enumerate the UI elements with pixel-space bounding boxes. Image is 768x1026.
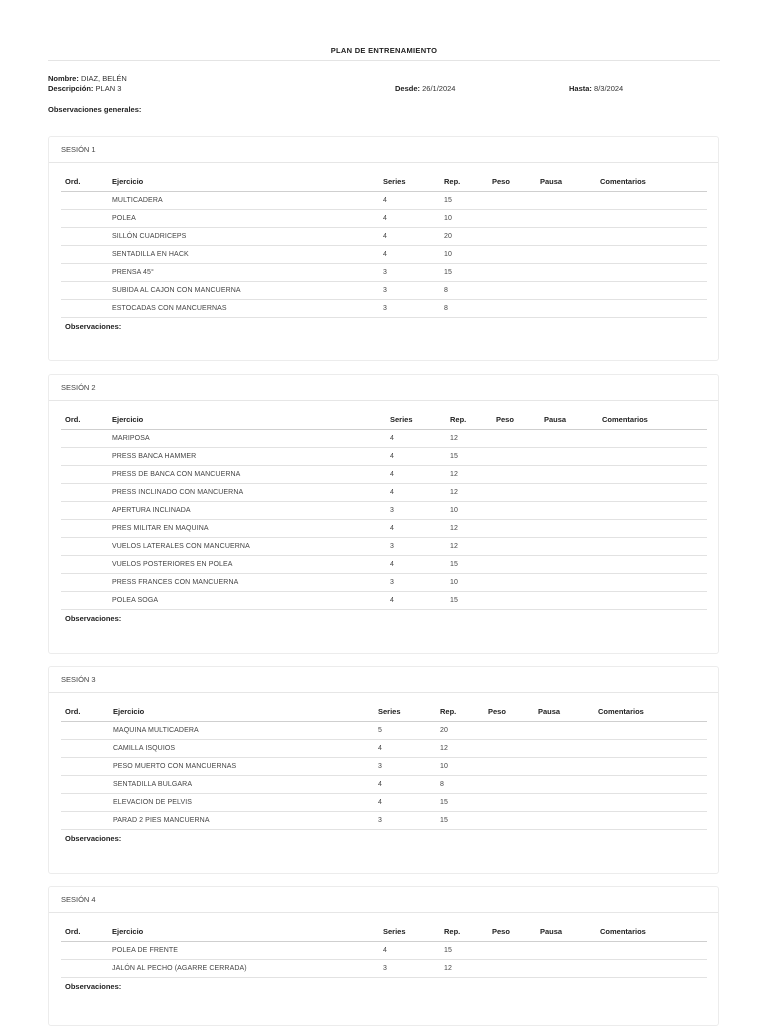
column-header-pausa: Pausa xyxy=(538,707,561,716)
cell-series: 4 xyxy=(390,525,394,532)
table-row xyxy=(61,574,707,592)
column-header-peso: Peso xyxy=(496,415,514,424)
cell-series: 4 xyxy=(383,197,387,204)
column-header-series: Series xyxy=(390,415,413,424)
cell-ejercicio: MAQUINA MULTICADERA xyxy=(113,727,199,734)
cell-rep: 15 xyxy=(440,817,448,824)
client-info xyxy=(48,74,720,94)
cell-ejercicio: PRESS DE BANCA CON MANCUERNA xyxy=(112,471,241,478)
cell-ejercicio: POLEA DE FRENTE xyxy=(112,947,179,954)
cell-rep: 10 xyxy=(450,579,458,586)
cell-rep: 8 xyxy=(444,305,448,312)
cell-ejercicio: SENTADILLA EN HACK xyxy=(112,251,189,258)
column-header-comentarios: Comentarios xyxy=(602,415,648,424)
cell-ejercicio: ELEVACION DE PELVIS xyxy=(113,799,193,806)
table-header xyxy=(61,922,707,942)
document-title: PLAN DE ENTRENAMIENTO xyxy=(48,0,720,61)
cell-series: 5 xyxy=(378,727,382,734)
table-header xyxy=(61,702,707,722)
cell-ejercicio: APERTURA INCLINADA xyxy=(112,507,191,514)
table-row xyxy=(61,942,707,960)
column-header-ord: Ord. xyxy=(65,177,81,186)
cell-series: 4 xyxy=(390,597,394,604)
cell-series: 4 xyxy=(378,745,382,752)
cell-series: 4 xyxy=(383,947,387,954)
table-row xyxy=(61,484,707,502)
session-card-1 xyxy=(48,136,719,361)
desde-label: Desde: xyxy=(395,84,421,93)
column-header-ord: Ord. xyxy=(65,415,81,424)
cell-rep: 12 xyxy=(450,489,458,496)
nombre-label: Nombre: xyxy=(48,74,79,83)
cell-series: 3 xyxy=(378,817,382,824)
column-header-peso: Peso xyxy=(492,927,510,936)
cell-series: 3 xyxy=(390,579,394,586)
cell-ejercicio: SILLÓN CUADRICEPS xyxy=(112,233,187,240)
cell-ejercicio: POLEA SOGA xyxy=(112,597,159,604)
table-row xyxy=(61,246,707,264)
cell-rep: 12 xyxy=(450,471,458,478)
column-header-ejercicio: Ejercicio xyxy=(112,415,144,424)
description-row xyxy=(48,84,720,94)
cell-series: 4 xyxy=(383,251,387,258)
cell-series: 4 xyxy=(390,561,394,568)
session-observations-label: Observaciones: xyxy=(65,982,122,991)
cell-rep: 15 xyxy=(440,799,448,806)
hasta-field xyxy=(569,84,623,94)
cell-rep: 12 xyxy=(450,525,458,532)
cell-rep: 12 xyxy=(440,745,448,752)
cell-rep: 8 xyxy=(440,781,444,788)
cell-ejercicio: PESO MUERTO CON MANCUERNAS xyxy=(113,763,237,770)
cell-ejercicio: SENTADILLA BULGARA xyxy=(113,781,193,788)
table-row xyxy=(61,592,707,610)
cell-ejercicio: ESTOCADAS CON MANCUERNAS xyxy=(112,305,227,312)
desde-value: 26/1/2024 xyxy=(422,84,456,93)
table-row xyxy=(61,556,707,574)
cell-ejercicio: MARIPOSA xyxy=(112,435,150,442)
column-header-pausa: Pausa xyxy=(540,177,563,186)
descripcion-value: PLAN 3 xyxy=(95,84,122,93)
cell-ejercicio: PRESS FRANCES CON MANCUERNA xyxy=(112,579,239,586)
cell-rep: 10 xyxy=(440,763,448,770)
session-observations-label: Observaciones: xyxy=(65,322,122,331)
cell-series: 3 xyxy=(390,543,394,550)
table-row xyxy=(61,960,707,978)
column-header-comentarios: Comentarios xyxy=(600,177,646,186)
session-card-4 xyxy=(48,886,719,1026)
table-row xyxy=(61,466,707,484)
table-row xyxy=(61,448,707,466)
table-row xyxy=(61,812,707,830)
cell-ejercicio: SUBIDA AL CAJON CON MANCUERNA xyxy=(112,287,241,294)
exercise-table xyxy=(61,172,707,318)
cell-rep: 12 xyxy=(450,543,458,550)
cell-ejercicio: PRESS INCLINADO CON MANCUERNA xyxy=(112,489,244,496)
column-header-peso: Peso xyxy=(492,177,510,186)
column-header-series: Series xyxy=(383,177,406,186)
cell-rep: 15 xyxy=(444,947,452,954)
table-row xyxy=(61,520,707,538)
cell-ejercicio: MULTICADERA xyxy=(112,197,163,204)
cell-rep: 10 xyxy=(444,215,452,222)
exercise-table xyxy=(61,410,707,610)
descripcion-label: Descripción: xyxy=(48,84,94,93)
cell-series: 3 xyxy=(390,507,394,514)
table-row xyxy=(61,758,707,776)
column-header-comentarios: Comentarios xyxy=(598,707,644,716)
cell-rep: 15 xyxy=(444,197,452,204)
cell-ejercicio: CAMILLA ISQUIOS xyxy=(113,745,176,752)
cell-rep: 20 xyxy=(440,727,448,734)
cell-ejercicio: VUELOS POSTERIORES EN POLEA xyxy=(112,561,233,568)
column-header-ejercicio: Ejercicio xyxy=(113,707,145,716)
table-header xyxy=(61,410,707,430)
cell-rep: 10 xyxy=(444,251,452,258)
name-row xyxy=(48,74,720,84)
cell-series: 4 xyxy=(378,799,382,806)
table-row xyxy=(61,210,707,228)
cell-rep: 12 xyxy=(444,965,452,972)
cell-ejercicio: PARAD 2 PIES MANCUERNA xyxy=(113,817,210,824)
cell-rep: 15 xyxy=(444,269,452,276)
table-row xyxy=(61,740,707,758)
column-header-rep: Rep. xyxy=(444,177,461,186)
cell-series: 4 xyxy=(383,233,387,240)
session-observations-label: Observaciones: xyxy=(65,834,122,843)
cell-ejercicio: PRES MILITAR EN MAQUINA xyxy=(112,525,209,532)
column-header-ejercicio: Ejercicio xyxy=(112,927,144,936)
cell-ejercicio: PRESS BANCA HAMMER xyxy=(112,453,197,460)
cell-series: 3 xyxy=(383,269,387,276)
column-header-ord: Ord. xyxy=(65,707,81,716)
cell-ejercicio: PRENSA 45° xyxy=(112,269,154,276)
cell-ejercicio: VUELOS LATERALES CON MANCUERNA xyxy=(112,543,250,550)
cell-rep: 10 xyxy=(450,507,458,514)
hasta-label: Hasta: xyxy=(569,84,592,93)
column-header-rep: Rep. xyxy=(444,927,461,936)
cell-series: 3 xyxy=(383,305,387,312)
document-page xyxy=(48,0,720,115)
cell-rep: 15 xyxy=(450,453,458,460)
session-observations-label: Observaciones: xyxy=(65,614,122,623)
column-header-rep: Rep. xyxy=(440,707,457,716)
session-title: SESIÓN 1 xyxy=(49,137,718,163)
table-row xyxy=(61,228,707,246)
table-row xyxy=(61,722,707,740)
cell-series: 4 xyxy=(390,453,394,460)
cell-series: 4 xyxy=(390,435,394,442)
cell-series: 4 xyxy=(390,489,394,496)
table-row xyxy=(61,282,707,300)
cell-rep: 12 xyxy=(450,435,458,442)
table-row xyxy=(61,538,707,556)
cell-rep: 20 xyxy=(444,233,452,240)
desde-field xyxy=(395,84,455,94)
column-header-ord: Ord. xyxy=(65,927,81,936)
table-row xyxy=(61,192,707,210)
cell-ejercicio: JALÓN AL PECHO (AGARRE CERRADA) xyxy=(112,965,247,972)
cell-series: 3 xyxy=(383,965,387,972)
column-header-comentarios: Comentarios xyxy=(600,927,646,936)
table-row xyxy=(61,300,707,318)
column-header-series: Series xyxy=(383,927,406,936)
table-row xyxy=(61,794,707,812)
column-header-pausa: Pausa xyxy=(540,927,563,936)
table-header xyxy=(61,172,707,192)
cell-series: 4 xyxy=(390,471,394,478)
session-title: SESIÓN 3 xyxy=(49,667,718,693)
column-header-series: Series xyxy=(378,707,401,716)
cell-rep: 15 xyxy=(450,597,458,604)
session-card-2 xyxy=(48,374,719,654)
cell-series: 3 xyxy=(378,763,382,770)
nombre-value: DIAZ, BELÉN xyxy=(80,74,127,83)
cell-series: 3 xyxy=(383,287,387,294)
general-observations-label: Observaciones generales: xyxy=(48,105,142,114)
cell-rep: 8 xyxy=(444,287,448,294)
session-title: SESIÓN 2 xyxy=(49,375,718,401)
cell-series: 4 xyxy=(378,781,382,788)
column-header-pausa: Pausa xyxy=(544,415,567,424)
column-header-ejercicio: Ejercicio xyxy=(112,177,144,186)
cell-rep: 15 xyxy=(450,561,458,568)
table-row xyxy=(61,264,707,282)
cell-series: 4 xyxy=(383,215,387,222)
session-card-3 xyxy=(48,666,719,874)
hasta-value: 8/3/2024 xyxy=(594,84,624,93)
column-header-rep: Rep. xyxy=(450,415,467,424)
table-row xyxy=(61,776,707,794)
exercise-table xyxy=(61,702,707,830)
table-row xyxy=(61,502,707,520)
exercise-table xyxy=(61,922,707,978)
cell-ejercicio: POLEA xyxy=(112,215,136,222)
session-title: SESIÓN 4 xyxy=(49,887,718,913)
table-row xyxy=(61,430,707,448)
column-header-peso: Peso xyxy=(488,707,506,716)
